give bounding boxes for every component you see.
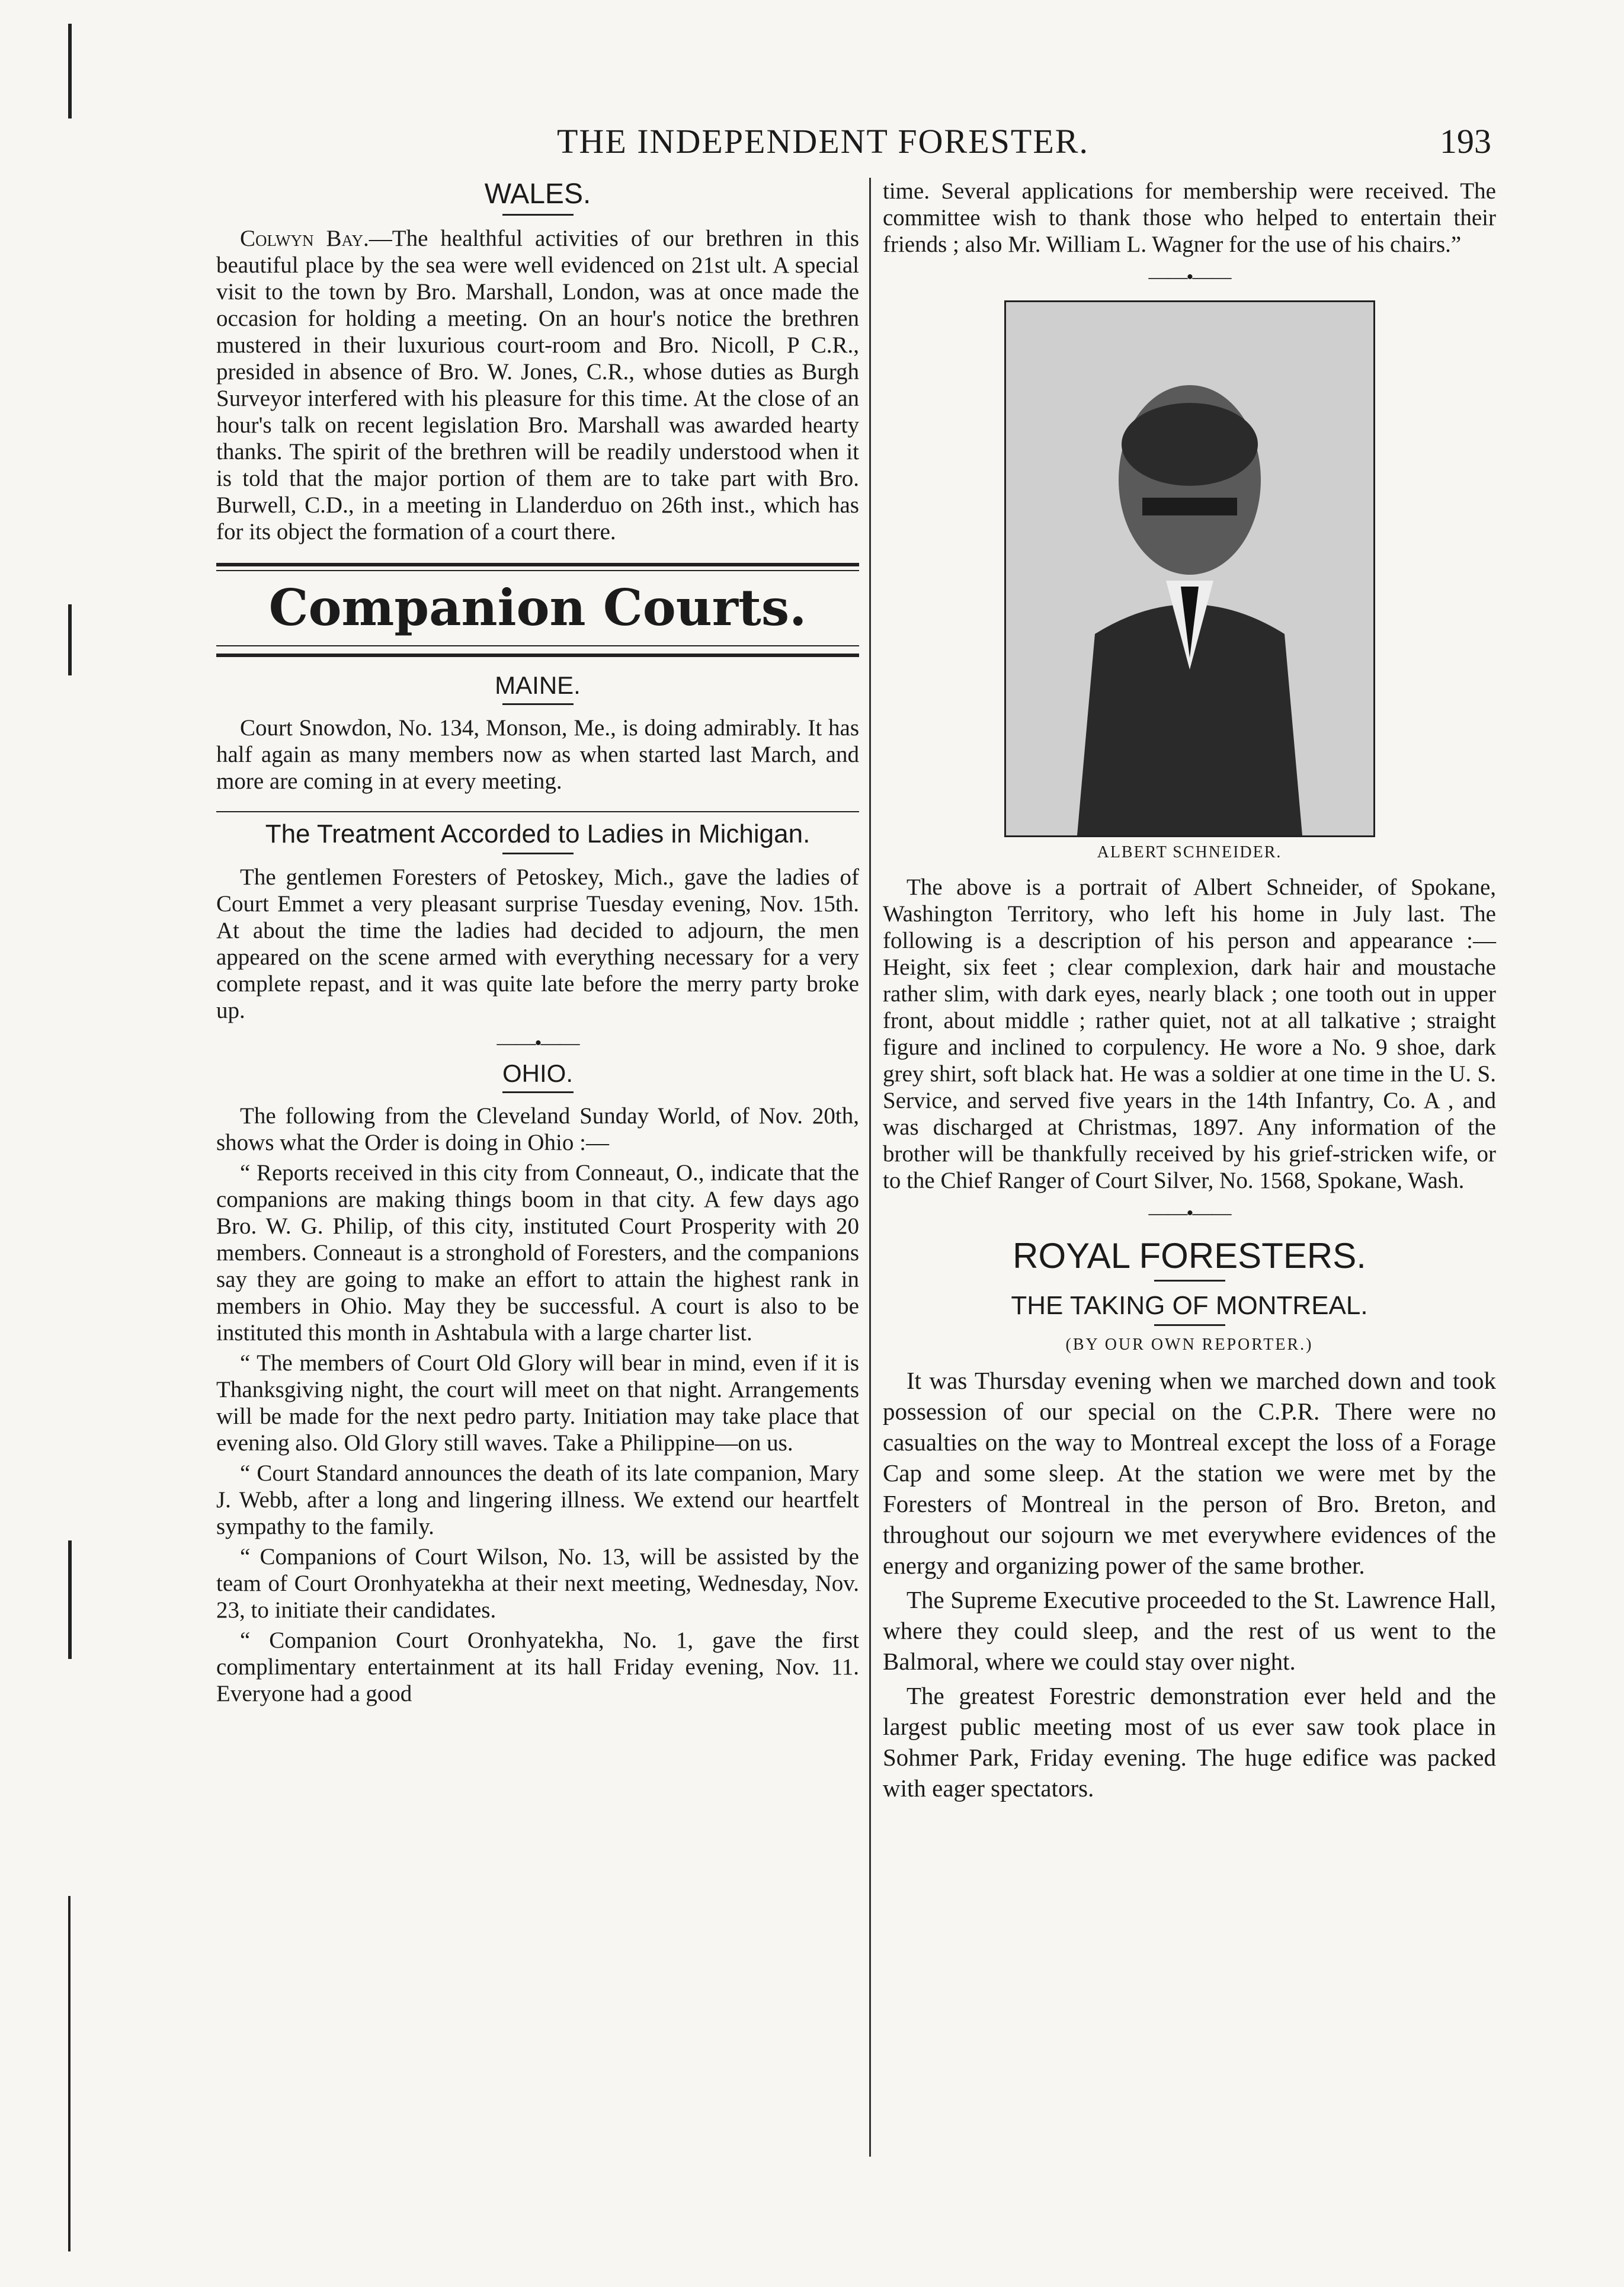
rule [502, 1091, 574, 1093]
right-column [883, 178, 1496, 1807]
treatment-paragraph: The gentlemen Foresters of Petoskey, Mich., gave the ladies of Court Emmet a very pleasant surprise Tuesday evening, Nov. 15th. At about the time the ladies had decided to adjourn, the men appeared on the scene armed with everything necessary for a very complete repast, and it was quite late before the merry party broke up. [216, 864, 859, 1023]
ornament-rule: ——•—— [1148, 1202, 1231, 1224]
rule [502, 214, 574, 216]
ohio-paragraph: “ Companion Court Oronhyatekha, No. 1, gave the first complimentary entertainment at its hall Friday evening, Nov. 11. Everyone had a good [216, 1628, 859, 1706]
column-divider [869, 178, 871, 2157]
rule [1154, 1280, 1225, 1282]
margin-mark [68, 1540, 72, 1659]
portrait-figure [1006, 302, 1373, 835]
montreal-paragraph: The greatest Forestric demonstration ever held and the largest public meeting most of us ever saw took place in Sohmer Park, Friday evening. The huge edifice was packed with eager spectators. [883, 1682, 1496, 1802]
ohio-paragraph: “ Court Standard announces the death of its late companion, Mary J. Webb, after a long and lingering illness. We extend our heartfelt sympathy to the family. [216, 1460, 859, 1539]
ornament-rule: ——•—— [1148, 266, 1231, 288]
left-column [216, 178, 859, 1711]
portrait-description: The above is a portrait of Albert Schneider, of Spokane, Washington Territory, who left his home in July last. The following is a description of his person and appearance :—Height, six feet ; clear complexion, dark hair and moustache rather slim, with dark eyes, nearly black ; one tooth out in upper front, about middle ; rather quiet, not at all talkative ; straight figure and inclined to corpulency. He wore a No. 9 shoe, dark grey shirt, soft black hat. He was a soldier at one time in the U. S. Service, and served five years in the 14th Infantry, Co. A , and was discharged at Christmas, 1897. Any information of the brother will be thankfully received by his grief-stricken wife, or to the Chief Ranger of Court Silver, No. 1568, Spokane, Wash. [883, 875, 1496, 1193]
section-rule [216, 654, 859, 657]
rule [502, 853, 574, 854]
portrait-image [1004, 300, 1375, 837]
wales-lead: Colwyn Bay. [240, 226, 369, 251]
treatment-heading: The Treatment Accorded to Ladies in Michigan. [265, 819, 811, 848]
section-rule [216, 563, 859, 566]
ohio-heading: OHIO. [502, 1059, 573, 1087]
portrait-caption: ALBERT SCHNEIDER. [1097, 843, 1282, 861]
wales-paragraph: Colwyn Bay.—The healthful activities of our brethren in this beautiful place by the sea were well evidenced on 21st ult. A special visit to the town by Bro. Marshall, London, was at once made the occasion for holding a meeting. On an hour's notice the brethren mustered in their luxurious court-room and Bro. Nicoll, P C.R., presided in absence of Bro. W. Jones, C.R., whose duties as Burgh Surveyor interfered with his pleasure for this time. At the close of an hour's talk on recent legislation Bro. Marshall was awarded hearty thanks. The spirit of the brethren will be readily understood when it is told that the major portion of them are to take part with Bro. Burwell, C.D., in a meeting in Llanderduo on 26th inst., which has for its object the formation of a court there. [216, 226, 859, 544]
rule [502, 703, 574, 705]
wales-heading: WALES. [484, 178, 591, 210]
page-number: 193 [1440, 122, 1491, 161]
margin-mark [68, 604, 72, 675]
rule [1154, 1324, 1225, 1326]
ohio-paragraph: “ The members of Court Old Glory will bear in mind, even if it is Thanksgiving night, the court will meet on that night. Arrangements will be made for the next pedro party. Initiation may take place that evening also. Old Glory still waves. Take a Philippine—on us. [216, 1350, 859, 1456]
reporter-byline: (BY OUR OWN REPORTER.) [1065, 1335, 1314, 1354]
companion-courts-heading: Companion Courts. [268, 578, 807, 637]
ornament-rule: ——•—— [497, 1032, 579, 1054]
taking-of-montreal-heading: THE TAKING OF MONTREAL. [1011, 1291, 1368, 1320]
margin-mark [68, 1896, 71, 2251]
maine-paragraph: Court Snowdon, No. 134, Monson, Me., is doing admirably. It has half again as many members now as when started last March, and more are coming in at every meeting. [216, 715, 859, 794]
montreal-paragraph: It was Thursday evening when we marched down and took possession of our special on the C.P.R. There were no casualties on the way to Montreal except the loss of a Forage Cap and some sleep. At the station we were met by the Foresters of Montreal in the person of Bro. Breton, and throughout our sojourn we met everywhere evidences of the energy and organizing power of the same brother. [883, 1367, 1496, 1579]
maine-heading: MAINE. [495, 671, 581, 699]
section-rule [216, 570, 859, 571]
section-rule [216, 645, 859, 646]
page-header-title: THE INDEPENDENT FORESTER. [557, 122, 1089, 161]
montreal-paragraph: The Supreme Executive proceeded to the St. Lawrence Hall, where they could sleep, and the rest of us went to the Balmoral, where we could stay over night. [883, 1586, 1496, 1675]
margin-mark [68, 24, 72, 118]
section-rule [216, 811, 859, 812]
ohio-paragraph: “ Companions of Court Wilson, No. 13, will be assisted by the team of Court Oronhyatekha at their next meeting, Wednesday, Nov. 23, to initiate their candidates. [216, 1544, 859, 1623]
continuation-paragraph: time. Several applications for membership were received. The committee wish to thank those who helped to entertain their friends ; also Mr. William L. Wagner for the use of his chairs.” [883, 178, 1496, 257]
ohio-intro: The following from the Cleveland Sunday World, of Nov. 20th, shows what the Order is doing in Ohio :— [216, 1103, 859, 1155]
ohio-paragraph: “ Reports received in this city from Conneaut, O., indicate that the companions are making things boom in that city. A few days ago Bro. W. G. Philip, of this city, instituted Court Prosperity with 20 members. Conneaut is a stronghold of Foresters, and the companions say they are going to make an effort to attain the highest rank in members in Ohio. May they be successful. A court is also to be instituted this month in Ashtabula with a large charter list. [216, 1160, 859, 1346]
royal-foresters-heading: ROYAL FORESTERS. [1013, 1236, 1366, 1276]
